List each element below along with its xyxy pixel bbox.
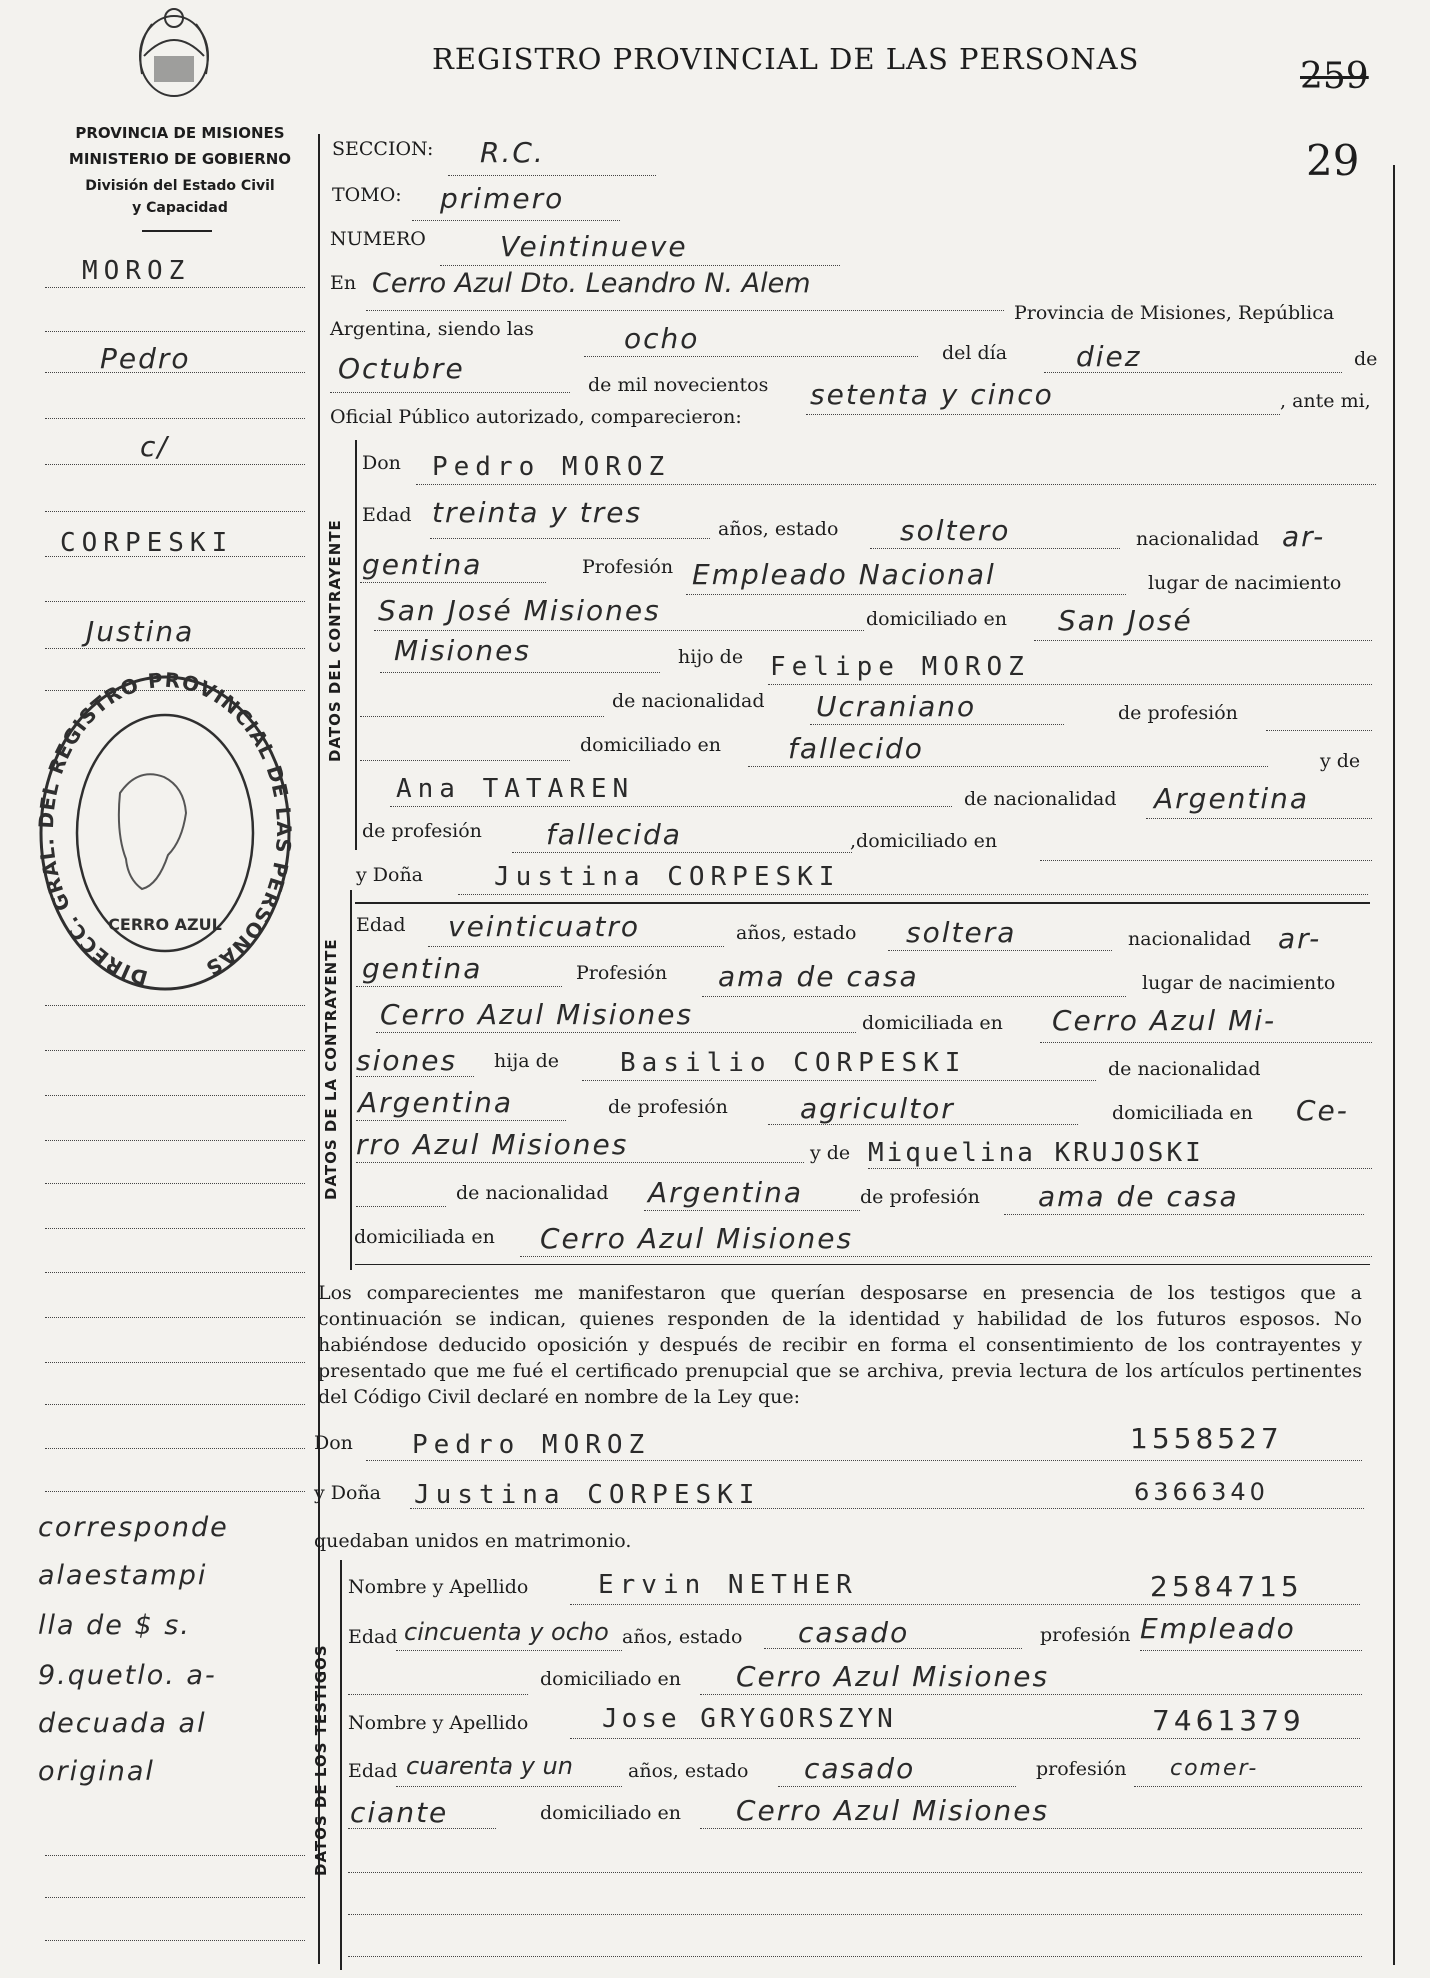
numero-line bbox=[440, 265, 840, 266]
madre-dom-label: ,domiciliado en bbox=[850, 830, 998, 852]
dona-label: y Doña bbox=[356, 864, 424, 886]
contrayente-madre-prof: fallecida bbox=[546, 818, 682, 851]
t1-edad-line bbox=[396, 1650, 622, 1651]
declaracion-text: Los comparecientes me manifestaron que querían desposarse en presencia de los testigos que a continuación se indican, quienes responden de la identidad y habilidad de los futuros esposos. No habiéndose deducido oposición y después de recibir en forma el consentimiento de los contrayentes y presentado que me fué el certificado prenupcial que se archiva, previa lectura de los artículos pertinentes del Código Civil declaré en nombre de la Ley que: bbox=[318, 1282, 1362, 1408]
lugar-value: Cerro Azul Dto. Leandro N. Alem bbox=[372, 268, 811, 299]
margin-line bbox=[45, 1317, 305, 1318]
lugar-nac-line bbox=[374, 630, 864, 631]
domiciliada-label-2: domiciliada en bbox=[1112, 1102, 1253, 1124]
domiciliado-label: domiciliado en bbox=[866, 608, 1008, 630]
contrayente-padre-dom: fallecido bbox=[788, 732, 924, 765]
anios-label-t1: años, estado bbox=[622, 1626, 743, 1648]
hora-value: ocho bbox=[624, 322, 700, 355]
contrayenta-madre-nac: Argentina bbox=[648, 1176, 804, 1209]
margin-note-line: decuada al bbox=[38, 1708, 207, 1739]
margin-line bbox=[45, 1404, 305, 1405]
margin-line bbox=[45, 287, 305, 288]
margin-name-2: Justina bbox=[86, 615, 195, 648]
en-label: En bbox=[330, 272, 357, 294]
t2-prof-line bbox=[1134, 1786, 1362, 1787]
dom1-line bbox=[1034, 640, 1372, 641]
contrayenta-lugar: Cerro Azul Misiones bbox=[380, 998, 694, 1031]
prof-label-t1: profesión bbox=[1040, 1624, 1131, 1646]
margin-line bbox=[45, 464, 305, 465]
contrayente-madre-nac: Argentina bbox=[1154, 782, 1310, 815]
madre-line bbox=[390, 806, 952, 807]
y-de-label-2: y de bbox=[810, 1142, 851, 1164]
lugar-nac-label: lugar de nacimiento bbox=[1148, 572, 1342, 594]
contrayente-madre: Ana TATAREN bbox=[396, 774, 635, 804]
testigo2-documento: 7461379 bbox=[1152, 1704, 1305, 1737]
margin-line bbox=[45, 1183, 305, 1184]
dom2b-line bbox=[1040, 1042, 1372, 1043]
nac-label-2: nacionalidad bbox=[1128, 928, 1252, 950]
contrayente-side-label: DATOS DEL CONTRAYENTE bbox=[326, 519, 344, 762]
section-rule-1 bbox=[355, 902, 1370, 904]
edad-label-2: Edad bbox=[356, 914, 406, 936]
profesion-label-2: Profesión bbox=[576, 962, 668, 984]
testigo2-profesion-2: ciante bbox=[350, 1796, 449, 1829]
contrayenta-side-label: DATOS DE LA CONTRAYENTE bbox=[322, 938, 340, 1200]
seccion-line bbox=[448, 175, 656, 176]
madre2-dom-line bbox=[520, 1256, 1372, 1257]
don-label: Don bbox=[362, 452, 401, 474]
de-prof-label-3: de profesión bbox=[608, 1096, 728, 1118]
margin-line bbox=[45, 1005, 305, 1006]
mes-line bbox=[330, 392, 570, 393]
madre2-dom-label: domiciliada en bbox=[354, 1226, 495, 1248]
t2-dom-line bbox=[700, 1828, 1362, 1829]
testigo1-nombre: Ervin NETHER bbox=[598, 1570, 858, 1600]
margin-line bbox=[45, 1897, 305, 1898]
blank-line bbox=[356, 1206, 446, 1207]
margin-line bbox=[45, 511, 305, 512]
numero-label: NUMERO bbox=[330, 228, 426, 250]
testigo1-documento: 2584715 bbox=[1150, 1570, 1303, 1603]
margin-note-line: corresponde bbox=[38, 1512, 229, 1543]
dom-label-t2: domiciliado en bbox=[540, 1802, 682, 1824]
hijo-label: hijo de bbox=[678, 646, 744, 668]
t1-dom-line bbox=[700, 1694, 1362, 1695]
edad-line bbox=[430, 538, 710, 539]
margin-note-line: alaestampi bbox=[38, 1560, 208, 1591]
org-line-3: División del Estado Civil bbox=[85, 178, 275, 194]
contrayenta-padre-dom-1: Ce- bbox=[1296, 1094, 1349, 1127]
nac-label: nacionalidad bbox=[1136, 528, 1260, 550]
margin-line bbox=[45, 1362, 305, 1363]
contrayenta-profesion: ama de casa bbox=[718, 960, 919, 993]
hija-label: hija de bbox=[494, 1050, 559, 1072]
contrayenta-bracket bbox=[350, 890, 352, 1270]
blank-line bbox=[348, 1872, 1362, 1873]
stamp-ring-text: DIRECC. GRAL. DEL REGISTRO PROVINCIAL DE LAS PERSONAS bbox=[34, 668, 296, 991]
anios-label: años, estado bbox=[718, 518, 839, 540]
padre2-nac-line bbox=[356, 1120, 566, 1121]
contrayenta-edad: veinticuatro bbox=[448, 910, 640, 943]
contrayente-dom-1: San José bbox=[1058, 604, 1193, 637]
stamp-center-text: CERRO AZUL bbox=[108, 915, 222, 934]
testigo2-profesion-1: comer- bbox=[1170, 1756, 1259, 1781]
padre-dom-label: domiciliado en bbox=[580, 734, 722, 756]
t1-prof-line bbox=[1140, 1650, 1362, 1651]
tomo-value: primero bbox=[440, 182, 565, 215]
y-de-label: y de bbox=[1320, 750, 1361, 772]
blank-line bbox=[348, 1956, 1362, 1957]
contrayenta-padre-nac: Argentina bbox=[358, 1086, 514, 1119]
tomo-line bbox=[412, 220, 620, 221]
official-stamp bbox=[34, 668, 296, 998]
testigo2-domicilio: Cerro Azul Misiones bbox=[736, 1794, 1050, 1827]
ante-text: , ante mi, bbox=[1280, 390, 1371, 412]
section-rule-2 bbox=[355, 1264, 1370, 1265]
esposo-line bbox=[366, 1460, 1362, 1461]
testigo2-edad: cuarenta y un bbox=[406, 1752, 573, 1780]
margin-line bbox=[45, 1272, 305, 1273]
contrayente-padre-nac: Ucraniano bbox=[816, 690, 977, 723]
anio-value: setenta y cinco bbox=[810, 378, 1054, 411]
margin-line bbox=[45, 1228, 305, 1229]
edad-label-t2: Edad bbox=[348, 1760, 398, 1782]
margin-line bbox=[45, 1095, 305, 1096]
de-nac-label-3: de nacionalidad bbox=[1108, 1058, 1261, 1080]
t2-edad-line bbox=[396, 1786, 622, 1787]
estado2-line bbox=[888, 950, 1112, 951]
numero-value: Veintinueve bbox=[500, 230, 688, 263]
esposa-documento: 6366340 bbox=[1134, 1478, 1269, 1506]
madre-nac-line bbox=[1146, 818, 1372, 819]
padre-prof-line bbox=[1266, 730, 1372, 731]
blank-line bbox=[360, 760, 570, 761]
t1-nombre-line bbox=[570, 1604, 1360, 1605]
margin-line bbox=[45, 1140, 305, 1141]
org-line-4: y Capacidad bbox=[132, 200, 228, 216]
margin-name-1: Pedro bbox=[100, 342, 191, 375]
margin-surname-2: CORPESKI bbox=[60, 528, 234, 558]
contrayenta-madre-dom: Cerro Azul Misiones bbox=[540, 1222, 854, 1255]
testigo2-estado: casado bbox=[804, 1752, 916, 1785]
contrayente-edad: treinta y tres bbox=[432, 496, 643, 529]
dom-label-t1: domiciliado en bbox=[540, 1668, 682, 1690]
don-line bbox=[416, 484, 1376, 485]
t2-estado-line bbox=[778, 1786, 1016, 1787]
dom2-line bbox=[380, 672, 660, 673]
anios-label-t2: años, estado bbox=[628, 1760, 749, 1782]
edad2-line bbox=[428, 946, 724, 947]
don-label-2: Don bbox=[314, 1432, 353, 1454]
contrayenta-dom-2: siones bbox=[356, 1044, 458, 1077]
org-underline bbox=[142, 230, 212, 232]
struck-page-number: 259 bbox=[1300, 56, 1369, 97]
contrayente-nac-2: gentina bbox=[362, 548, 483, 581]
svg-text:DIRECC. GRAL. DEL REGISTRO PRO bbox=[34, 668, 296, 990]
de-nac-label-2: de nacionalidad bbox=[964, 788, 1117, 810]
margin-line bbox=[45, 648, 305, 649]
page-number: 29 bbox=[1306, 136, 1360, 185]
mil-text: de mil novecientos bbox=[588, 374, 769, 396]
nombre-label-2: Nombre y Apellido bbox=[348, 1712, 529, 1734]
padre-line bbox=[768, 684, 1372, 685]
seccion-label: SECCION: bbox=[332, 138, 434, 160]
de-nac-label-4: de nacionalidad bbox=[456, 1182, 609, 1204]
right-border bbox=[1393, 165, 1395, 1965]
margin-line bbox=[45, 601, 305, 602]
contrayenta-estado: soltera bbox=[906, 916, 1017, 949]
testigo2-nombre: Jose GRYGORSZYN bbox=[602, 1704, 897, 1734]
margin-conjunction: c/ bbox=[140, 430, 169, 463]
dona-label-2: y Doña bbox=[314, 1482, 382, 1504]
edad-label: Edad bbox=[362, 504, 412, 526]
madre-prof-line bbox=[512, 852, 852, 853]
provincia-text: Provincia de Misiones, República bbox=[1014, 302, 1335, 324]
margin-surname-1: MOROZ bbox=[82, 256, 191, 286]
de-prof-label-4: de profesión bbox=[860, 1186, 980, 1208]
seccion-value: R.C. bbox=[480, 136, 545, 169]
testigos-bracket bbox=[340, 1560, 342, 1970]
contrayente-nombre: Pedro MOROZ bbox=[432, 452, 671, 482]
contrayenta-nombre: Justina CORPESKI bbox=[494, 862, 841, 892]
oficial-text: Oficial Público autorizado, comparecieron: bbox=[330, 406, 742, 428]
contrayenta-padre-dom-2: rro Azul Misiones bbox=[356, 1128, 629, 1161]
argentina-text: Argentina, siendo las bbox=[330, 318, 534, 340]
nac2b-line bbox=[356, 986, 562, 987]
edad-label-t1: Edad bbox=[348, 1626, 398, 1648]
mes-value: Octubre bbox=[338, 352, 465, 385]
madre2-prof-line bbox=[1004, 1214, 1364, 1215]
margin-line bbox=[45, 1855, 305, 1856]
page-title: REGISTRO PROVINCIAL DE LAS PERSONAS bbox=[432, 42, 1140, 76]
anio-line bbox=[806, 414, 1280, 415]
margin-line bbox=[45, 1491, 305, 1492]
margin-line bbox=[45, 1050, 305, 1051]
org-line-1: PROVINCIA DE MISIONES bbox=[75, 124, 285, 142]
contrayente-lugar: San José Misiones bbox=[378, 594, 661, 627]
contrayente-profesion: Empleado Nacional bbox=[692, 558, 996, 591]
esposo-nombre: Pedro MOROZ bbox=[412, 1430, 651, 1460]
margin-note-line: lla de $ s. bbox=[38, 1610, 191, 1641]
padre-dom-line bbox=[748, 766, 1268, 767]
testigos-side-label: DATOS DE LOS TESTIGOS bbox=[312, 1644, 330, 1876]
madre2-nac-line bbox=[644, 1210, 860, 1211]
dona-line bbox=[458, 894, 1368, 895]
margin-note-line: 9.quetlo. a- bbox=[38, 1660, 217, 1691]
anios-label-2: años, estado bbox=[736, 922, 857, 944]
contrayente-bracket bbox=[355, 440, 357, 850]
de-prof-label-2: de profesión bbox=[362, 820, 482, 842]
profesion2-line bbox=[702, 996, 1126, 997]
testigo1-profesion: Empleado bbox=[1140, 1612, 1296, 1645]
lugar-nac-label-2: lugar de nacimiento bbox=[1142, 972, 1336, 994]
esposa-nombre: Justina CORPESKI bbox=[414, 1480, 761, 1510]
de-nac-label: de nacionalidad bbox=[612, 690, 765, 712]
de-prof-label: de profesión bbox=[1118, 702, 1238, 724]
dia-value: diez bbox=[1076, 340, 1142, 373]
estado-line bbox=[870, 548, 1120, 549]
nombre-label-1: Nombre y Apellido bbox=[348, 1576, 529, 1598]
org-line-2: MINISTERIO DE GOBIERNO bbox=[68, 150, 292, 168]
padre2-line bbox=[582, 1080, 1096, 1081]
del-dia-text: del día bbox=[942, 342, 1008, 364]
contrayenta-padre-prof: agricultor bbox=[800, 1092, 955, 1125]
margin-line bbox=[45, 1448, 305, 1449]
hora-line bbox=[584, 356, 918, 357]
contrayente-padre: Felipe MOROZ bbox=[770, 652, 1030, 682]
prof-label-t2: profesión bbox=[1036, 1758, 1127, 1780]
contrayente-nac-1: ar- bbox=[1282, 520, 1326, 553]
madre2-line bbox=[868, 1168, 1372, 1169]
lugar-line bbox=[366, 310, 1004, 311]
tomo-label: TOMO: bbox=[332, 184, 402, 206]
contrayenta-nac-1: ar- bbox=[1278, 922, 1322, 955]
contrayente-dom-2: Misiones bbox=[394, 634, 531, 667]
contrayenta-madre-prof: ama de casa bbox=[1038, 1180, 1239, 1213]
lugar2-line bbox=[376, 1032, 856, 1033]
padre2-dom-line bbox=[356, 1162, 804, 1163]
testigo1-edad: cincuenta y ocho bbox=[404, 1618, 609, 1646]
nac2-line bbox=[360, 582, 546, 583]
profesion-label: Profesión bbox=[582, 556, 674, 578]
contrayenta-nac-2: gentina bbox=[362, 952, 483, 985]
blank-line bbox=[360, 716, 604, 717]
coat-of-arms-icon bbox=[132, 4, 216, 104]
testigo1-estado: casado bbox=[798, 1616, 910, 1649]
domiciliada-label: domiciliada en bbox=[862, 1012, 1003, 1034]
de-text: de bbox=[1354, 348, 1378, 370]
t2-nombre-line bbox=[570, 1738, 1360, 1739]
blank-line bbox=[348, 1914, 1362, 1915]
margin-note-line: original bbox=[38, 1756, 155, 1787]
testigo1-domicilio: Cerro Azul Misiones bbox=[736, 1660, 1050, 1693]
madre-dom-line bbox=[1040, 860, 1372, 861]
contrayente-estado: soltero bbox=[900, 514, 1011, 547]
margin-line bbox=[45, 418, 305, 419]
profesion-line bbox=[686, 594, 1126, 595]
contrayenta-madre: Miquelina KRUJOSKI bbox=[868, 1138, 1204, 1168]
contrayenta-dom-1: Cerro Azul Mi- bbox=[1052, 1004, 1277, 1037]
blank-line bbox=[348, 1694, 528, 1695]
margin-line bbox=[45, 331, 305, 332]
unidos-text: quedaban unidos en matrimonio. bbox=[314, 1530, 632, 1552]
contrayenta-padre: Basilio CORPESKI bbox=[620, 1048, 967, 1078]
margin-line bbox=[45, 1940, 305, 1941]
padre-nac-line bbox=[810, 724, 1064, 725]
esposo-documento: 1558527 bbox=[1130, 1422, 1283, 1455]
